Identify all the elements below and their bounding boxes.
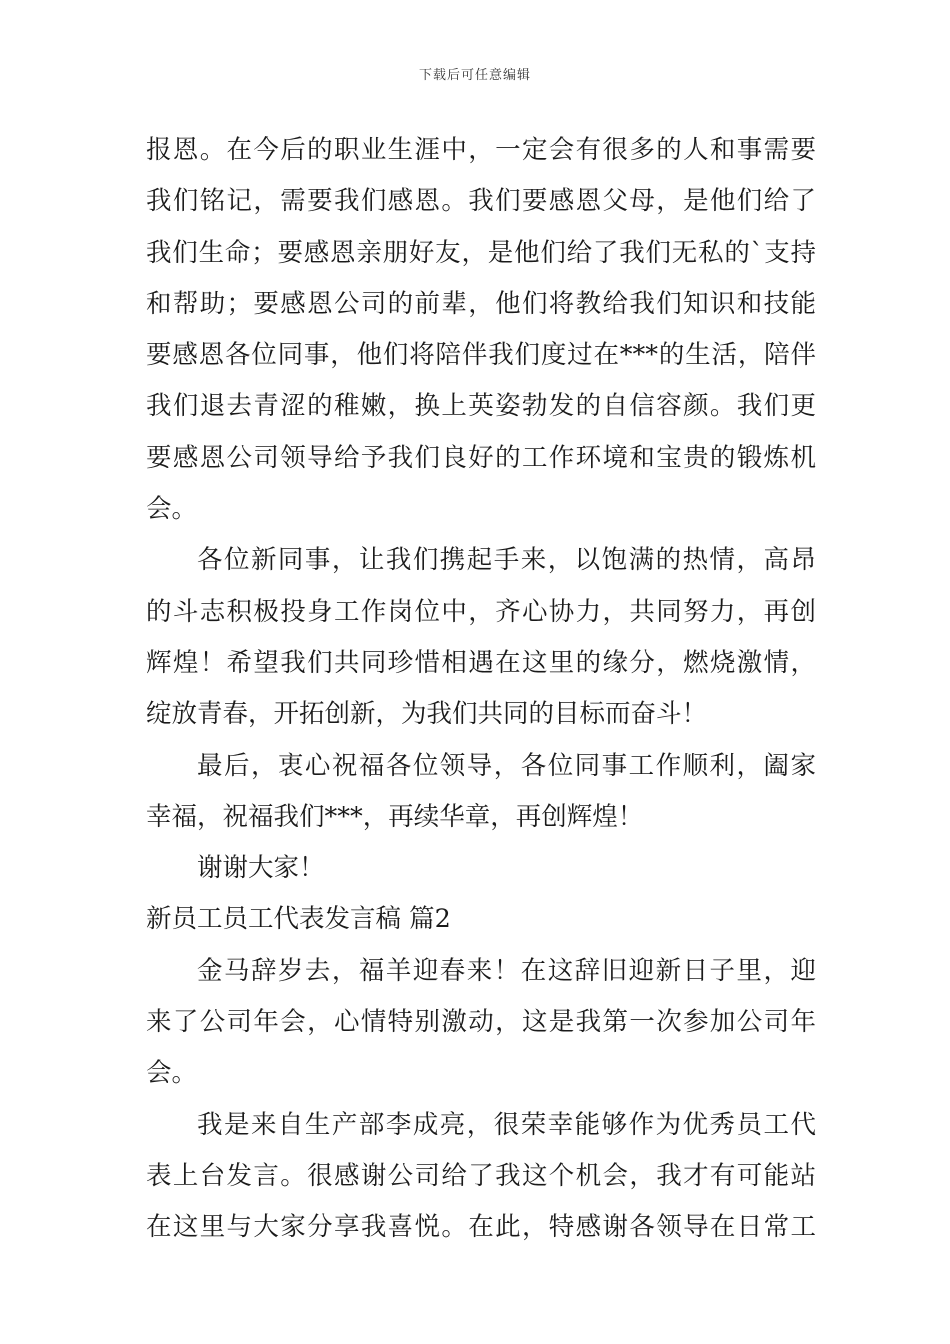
text-line: 会。 [146,494,198,525]
text-line: 我们生命；要感恩亲朋好友，是他们给了我们无私的`支持 [146,237,816,268]
text-line: 在这里与大家分享我喜悦。在此，特感谢各领导在日常工 [146,1212,816,1243]
text-line: 辉煌！希望我们共同珍惜相遇在这里的缘分，燃烧激情， [146,647,816,678]
text-line: 表上台发言。很感谢公司给了我这个机会，我才有可能站 [146,1160,816,1191]
text-line: 我们铭记，需要我们感恩。我们要感恩父母，是他们给了 [146,186,816,217]
text-line: 要感恩各位同事，他们将陪伴我们度过在***的生活，陪伴 [146,340,816,371]
text-line: 谢谢大家！ [197,853,325,884]
text-line: 报恩。在今后的职业生涯中，一定会有很多的人和事需要 [146,135,816,165]
text-line: 要感恩公司领导给予我们良好的工作环境和宝贵的锻炼机 [146,442,816,473]
document-body [146,125,816,1254]
text-line: 会。 [146,1058,198,1089]
page-header: 下载后可任意编辑 [418,68,531,83]
text-line: 来了公司年会，心情特别激动，这是我第一次参加公司年 [146,1007,816,1038]
text-line: 和帮助；要感恩公司的前辈，他们将教给我们知识和技能 [146,288,816,319]
text-line: 金马辞岁去，福羊迎春来！在这辞旧迎新日子里，迎 [197,955,816,986]
text-line: 我们退去青涩的稚嫩，换上英姿勃发的自信容颜。我们更 [146,391,816,422]
text-line: 最后，衷心祝福各位领导，各位同事工作顺利，阖家 [197,750,816,781]
text-line: 的斗志积极投身工作岗位中，齐心协力，共同努力，再创 [146,596,816,627]
section-heading: 新员工员工代表发言稿 篇2 [146,904,451,935]
text-line: 幸福，祝福我们***，再续华章，再创辉煌！ [146,801,644,832]
text-line: 我是来自生产部李成亮，很荣幸能够作为优秀员工代 [197,1109,816,1140]
text-line: 绽放青春，开拓创新，为我们共同的目标而奋斗！ [146,699,708,730]
text-line: 各位新同事，让我们携起手来，以饱满的热情，高昂 [197,545,816,576]
